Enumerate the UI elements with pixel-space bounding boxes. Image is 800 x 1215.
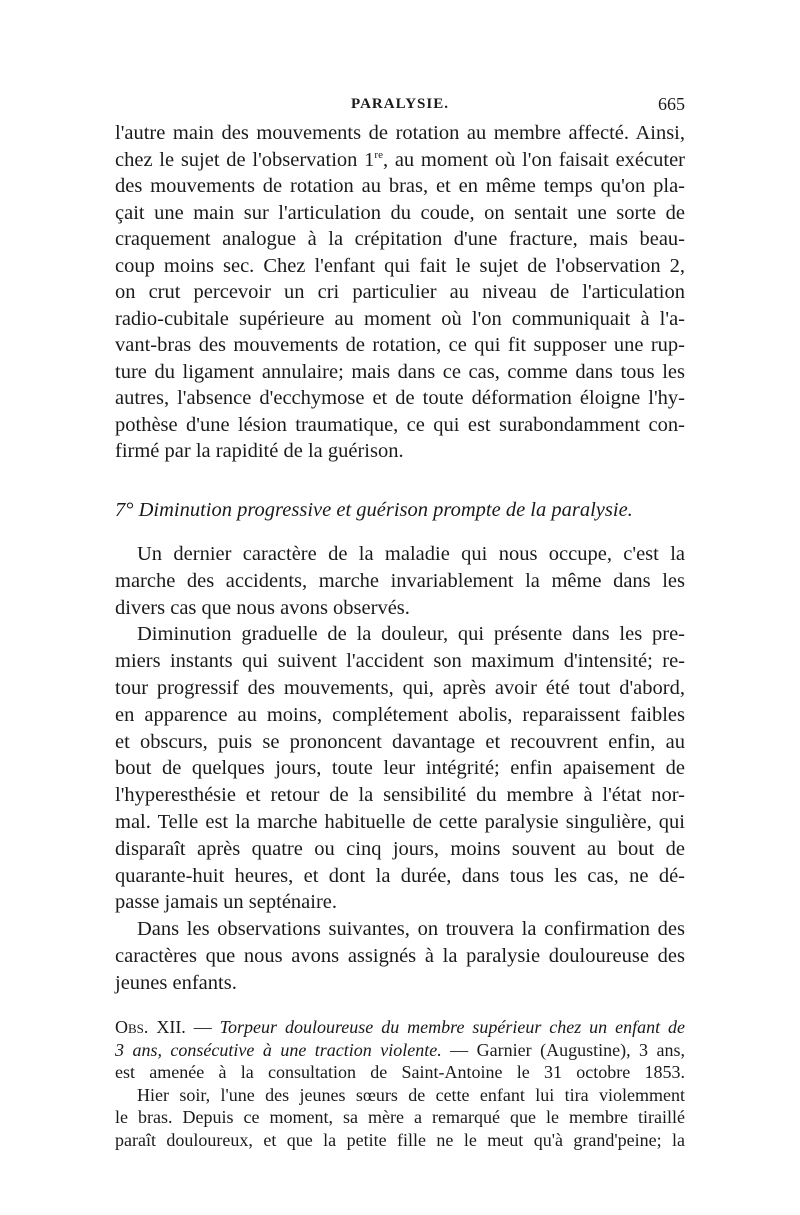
text-line: pothèse d'une lésion traumatique, ce qui est surabondamment con- — [115, 413, 685, 436]
text-line: Hier soir, l'une des jeunes sœurs de cette enfant lui tira violemment — [137, 1084, 685, 1105]
text-line: quarante-huit heures, et dont la durée, dans tous les cas, ne dé- — [115, 864, 685, 887]
text-line: en apparence au moins, complétement abolis, reparaissent faibles — [115, 703, 685, 726]
text-fragment: , au moment où l'on faisait exécuter — [382, 148, 685, 171]
text-line: passe jamais un septénaire. — [115, 891, 338, 914]
section-heading: 7° Diminution progressive et guérison prompte de la paralysie. — [115, 499, 633, 521]
text-line: craquement analogue à la crépitation d'une fracture, mais beau- — [115, 228, 685, 250]
text-line: et obscurs, puis se prononcent davantage et recouvrent enfin, au — [115, 730, 685, 753]
text-line: Un dernier caractère de la maladie qui nous occupe, c'est la — [137, 543, 685, 565]
text-line: caractères que nous avons assignés à la paralysie douloureuse des — [115, 944, 685, 967]
text-line: disparaît après quatre ou cinq jours, moins souvent au bout de — [115, 837, 685, 860]
running-head: PARALYSIE. — [351, 96, 449, 112]
text-line: bout de quelques jours, toute leur intégrité; enfin apaisement de — [115, 757, 685, 780]
text-line — [115, 1039, 685, 1062]
section-body — [115, 541, 685, 997]
text-line: çait une main sur l'articulation du coude, on sentait une sorte de — [115, 201, 685, 224]
observation-block — [115, 1016, 685, 1151]
text-line: tour progressif des mouvements, qui, après avoir été tout d'abord, — [115, 676, 685, 699]
page-header — [115, 94, 685, 118]
paragraph-continuation — [115, 120, 685, 465]
text-line: miers instants qui suivent l'accident son maximum d'intensité; re- — [115, 650, 685, 673]
text-line: jeunes enfants. — [115, 971, 237, 994]
text-fragment: — Garnier (Augustine), 3 ans, — [441, 1039, 685, 1060]
text-line: l'autre main des mouvements de rotation au membre affecté. Ainsi, — [115, 122, 685, 144]
text-line: autres, l'absence d'ecchymose et de toute déformation éloigne l'hy- — [115, 387, 685, 409]
observation-title: 3 ans, consécutive à une traction violente. — [115, 1039, 442, 1060]
observation-label: Obs. XII. — [115, 1017, 186, 1037]
page-number: 665 — [658, 94, 685, 114]
text-line: marche des accidents, marche invariablement la même dans les — [115, 569, 685, 592]
text-line: radio-cubitale supérieure au moment où l'on communiquait à l'a- — [115, 307, 685, 330]
text-line: est amenée à la consultation de Saint-Antoine le 31 octobre 1853. — [115, 1062, 685, 1082]
text-line: l'hyperesthésie et retour de la sensibilité du membre à l'état nor- — [115, 784, 685, 807]
text-line — [115, 147, 685, 174]
text-line: paraît douloureux, et que la petite fille ne le meut qu'à grand'peine; la — [115, 1129, 685, 1150]
text-line: Dans les observations suivantes, on trouvera la confirmation des — [137, 918, 685, 941]
text-line: divers cas que nous avons observés. — [115, 596, 410, 619]
observation-title: Torpeur douloureuse du membre supérieur chez un enfant de — [219, 1017, 686, 1037]
text-fragment: — — [185, 1017, 220, 1037]
text-line: Diminution graduelle de la douleur, qui présente dans les pre- — [137, 623, 685, 646]
text-line — [115, 1016, 685, 1039]
superscript: re — [374, 148, 383, 161]
text-line: coup moins sec. Chez l'enfant qui fait le sujet de l'observation 2, — [115, 254, 685, 277]
text-fragment: chez le sujet de l'observation 1 — [115, 148, 375, 171]
text-line: des mouvements de rotation au bras, et en même temps qu'on pla- — [115, 175, 685, 197]
text-line: vant-bras des mouvements de rotation, ce qui fit supposer une rup- — [115, 334, 685, 356]
text-line: firmé par la rapidité de la guérison. — [115, 440, 404, 462]
text-line: mal. Telle est la marche habituelle de cette paralysie singulière, qui — [115, 810, 685, 833]
text-line: on crut percevoir un cri particulier au niveau de l'articulation — [115, 281, 685, 303]
text-line: le bras. Depuis ce moment, sa mère a remarqué que le membre tiraillé — [115, 1107, 685, 1127]
text-line: ture du ligament annulaire; mais dans ce cas, comme dans tous les — [115, 360, 685, 383]
